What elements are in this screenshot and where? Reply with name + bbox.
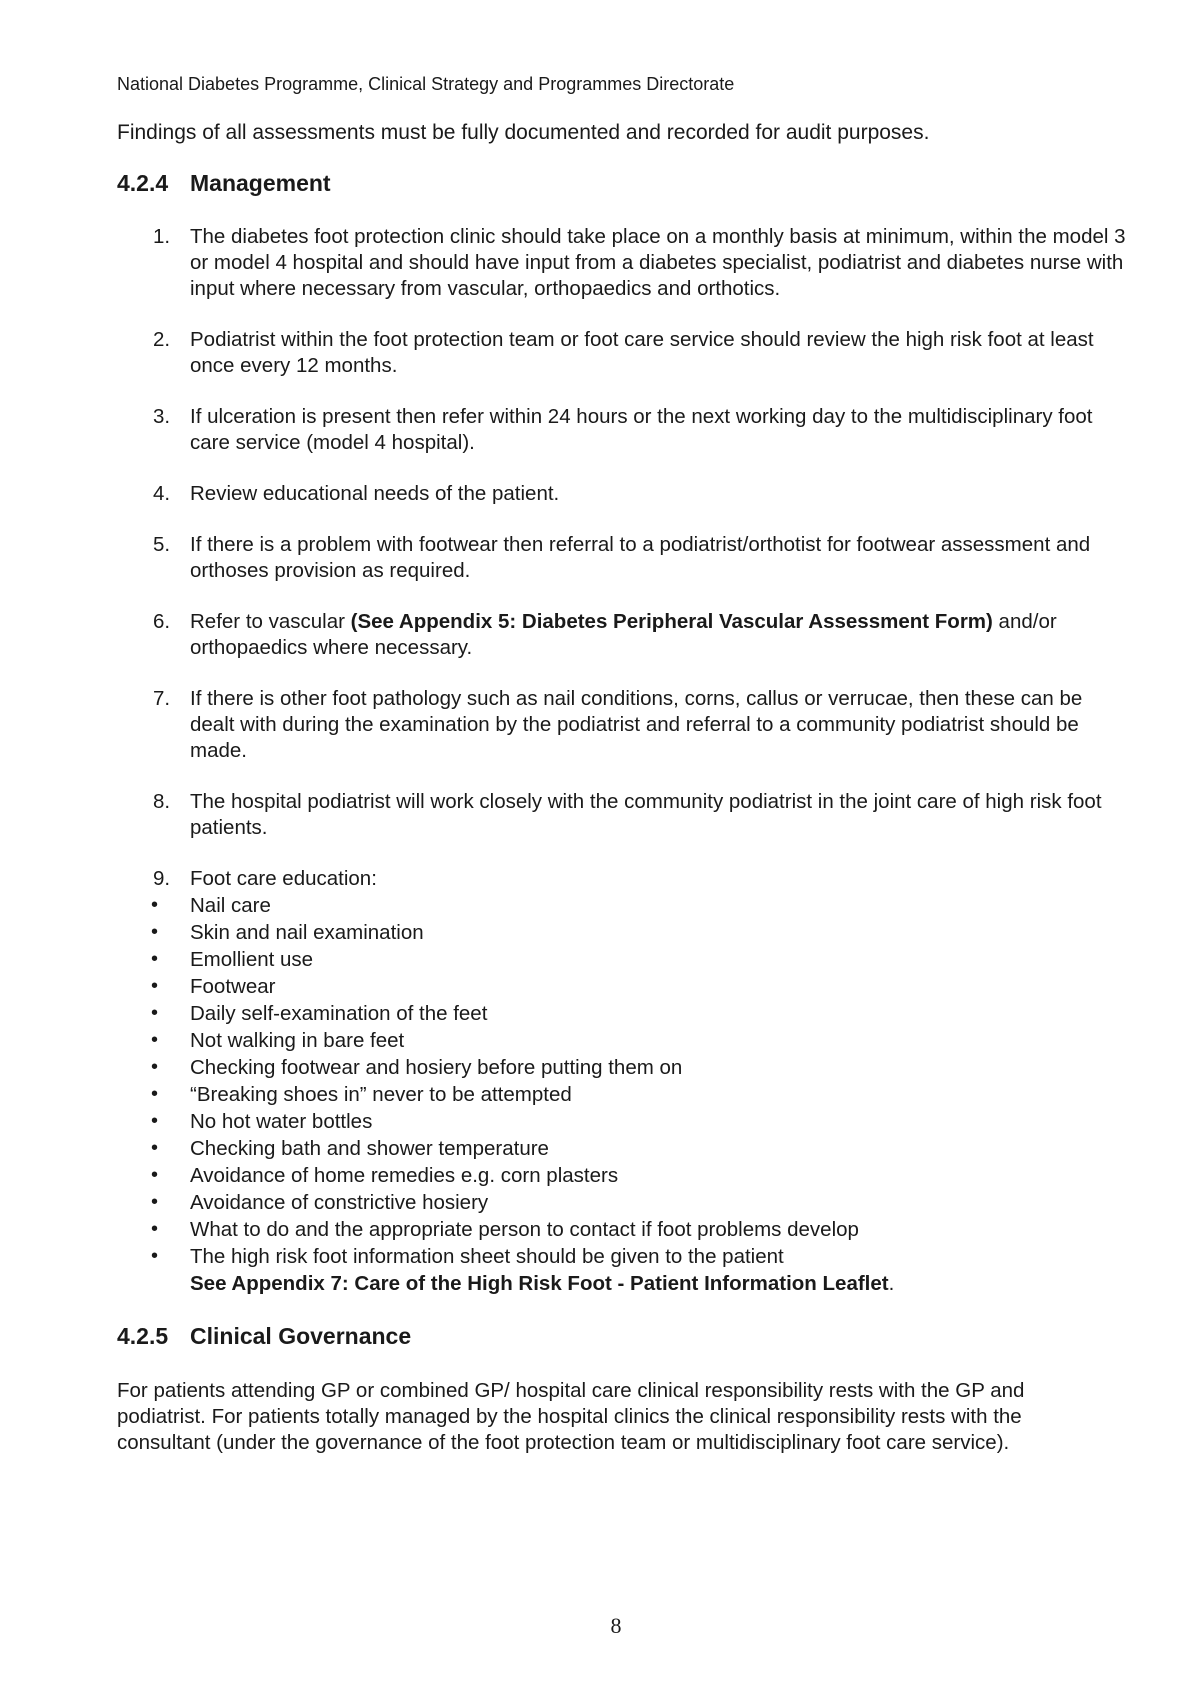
- list-item: [117, 224, 1127, 302]
- bullet-icon: •: [151, 1137, 159, 1159]
- bullet-text: Checking footwear and hosiery before putting them on: [190, 1056, 683, 1079]
- bullet-icon: •: [151, 1056, 159, 1078]
- item-text-after: and/or orthopaedics where necessary.: [190, 610, 1057, 659]
- bullet-icon: •: [151, 1164, 159, 1186]
- governance-paragraph: For patients attending GP or combined GP/ hospital care clinical responsibility rests with the GP and podiatrist. For patients totally managed by the hospital clinics the clinical responsibility rests with the consultant (under the governance of the foot protection team or multidisciplinary foot care service).: [117, 1379, 1025, 1454]
- bullet-item: [117, 1108, 1127, 1135]
- bullet-icon: •: [151, 1110, 159, 1132]
- intro-paragraph: Findings of all assessments must be fully documented and recorded for audit purposes.: [117, 121, 930, 144]
- bullet-icon: •: [151, 1191, 159, 1213]
- bullet-item: [117, 1000, 1127, 1027]
- item-number: 2.: [153, 328, 171, 351]
- bullet-icon: •: [151, 1029, 159, 1051]
- item-number: 8.: [153, 790, 171, 813]
- section-number: 4.2.4: [117, 170, 169, 196]
- bullet-item: [117, 946, 1127, 973]
- list-item: [117, 789, 1127, 841]
- appendix-7-period: .: [888, 1272, 895, 1295]
- bullet-item: [117, 892, 1127, 919]
- list-item: [117, 686, 1127, 764]
- item-text: The hospital podiatrist will work closely with the community podiatrist in the joint care of high risk foot patients.: [190, 790, 1102, 839]
- bullet-icon: •: [151, 1002, 159, 1024]
- bullet-item: [117, 1243, 1127, 1297]
- bullet-icon: •: [151, 1245, 159, 1267]
- running-header: National Diabetes Programme, Clinical Strategy and Programmes Directorate: [117, 74, 735, 94]
- bullet-text: Emollient use: [190, 948, 314, 971]
- bullet-icon: •: [151, 975, 159, 997]
- bullet-text: Daily self-examination of the feet: [190, 1002, 488, 1025]
- bullet-icon: •: [151, 921, 159, 943]
- bullet-item: [117, 1054, 1127, 1081]
- item-number: 4.: [153, 482, 171, 505]
- item-number: 7.: [153, 687, 171, 710]
- appendix-5-reference: (See Appendix 5: Diabetes Peripheral Vascular Assessment Form): [350, 610, 993, 633]
- item-text: The diabetes foot protection clinic should take place on a monthly basis at minimum, within the model 3 or model 4 hospital and should have input from a diabetes specialist, podiatrist and diabetes nurse with input where necessary from vascular, orthopaedics and orthotics.: [190, 225, 1126, 300]
- item-text: Podiatrist within the foot protection team or foot care service should review the high risk foot at least once every 12 months.: [190, 328, 1094, 377]
- bullet-text: “Breaking shoes in” never to be attempted: [190, 1083, 572, 1106]
- item-text: Review educational needs of the patient.: [190, 482, 560, 505]
- list-item: [117, 481, 1127, 507]
- bullet-icon: •: [151, 948, 159, 970]
- section-heading-governance: [117, 1322, 411, 1350]
- bullet-icon: •: [151, 1218, 159, 1240]
- section-number: 4.2.5: [117, 1323, 169, 1349]
- item-text: If there is other foot pathology such as nail conditions, corns, callus or verrucae, then these can be dealt with during the examination by the podiatrist and referral to a community podiatrist should be made.: [190, 687, 1083, 762]
- bullet-item: [117, 1162, 1127, 1189]
- bullet-text: No hot water bottles: [190, 1110, 373, 1133]
- item-text: If ulceration is present then refer within 24 hours or the next working day to the multidisciplinary foot care service (model 4 hospital).: [190, 405, 1093, 454]
- bullet-icon: •: [151, 1083, 159, 1105]
- bullet-text: Avoidance of constrictive hosiery: [190, 1191, 489, 1214]
- section-heading-management: [117, 169, 331, 197]
- bullet-text: Avoidance of home remedies e.g. corn plasters: [190, 1164, 619, 1187]
- bullet-text: Footwear: [190, 975, 276, 998]
- bullet-item: [117, 1189, 1127, 1216]
- bullet-item: [117, 919, 1127, 946]
- item-number: 9.: [153, 867, 171, 890]
- appendix-7-reference: See Appendix 7: Care of the High Risk Foot - Patient Information Leaflet: [190, 1272, 889, 1295]
- bullet-text: The high risk foot information sheet should be given to the patient: [190, 1245, 784, 1268]
- item-number: 3.: [153, 405, 171, 428]
- bullet-item: [117, 1135, 1127, 1162]
- list-item: [117, 532, 1127, 584]
- bullet-icon: •: [151, 894, 159, 916]
- list-item: [117, 866, 1127, 1297]
- management-list: [117, 224, 1127, 1297]
- bullet-text: What to do and the appropriate person to contact if foot problems develop: [190, 1218, 859, 1241]
- bullet-item: [117, 973, 1127, 1000]
- item-number: 1.: [153, 225, 171, 248]
- item-number: 5.: [153, 533, 171, 556]
- item-text: Foot care education:: [190, 867, 377, 890]
- list-item: [117, 609, 1127, 661]
- item-number: 6.: [153, 610, 171, 633]
- item-text: If there is a problem with footwear then referral to a podiatrist/orthotist for footwear assessment and orthoses provision as required.: [190, 533, 1091, 582]
- list-item: [117, 327, 1127, 379]
- bullet-text: Skin and nail examination: [190, 921, 424, 944]
- bullet-item: [117, 1081, 1127, 1108]
- list-item: [117, 404, 1127, 456]
- bullet-text: Nail care: [190, 894, 271, 917]
- section-title: Clinical Governance: [190, 1323, 412, 1349]
- bullet-item: [117, 1027, 1127, 1054]
- item-text-before: Refer to vascular: [190, 610, 351, 633]
- section-title: Management: [190, 170, 331, 196]
- bullet-text: Not walking in bare feet: [190, 1029, 405, 1052]
- page-number: 8: [610, 1613, 622, 1638]
- bullet-text: Checking bath and shower temperature: [190, 1137, 549, 1160]
- education-bullet-list: [117, 892, 1127, 1297]
- bullet-item: [117, 1216, 1127, 1243]
